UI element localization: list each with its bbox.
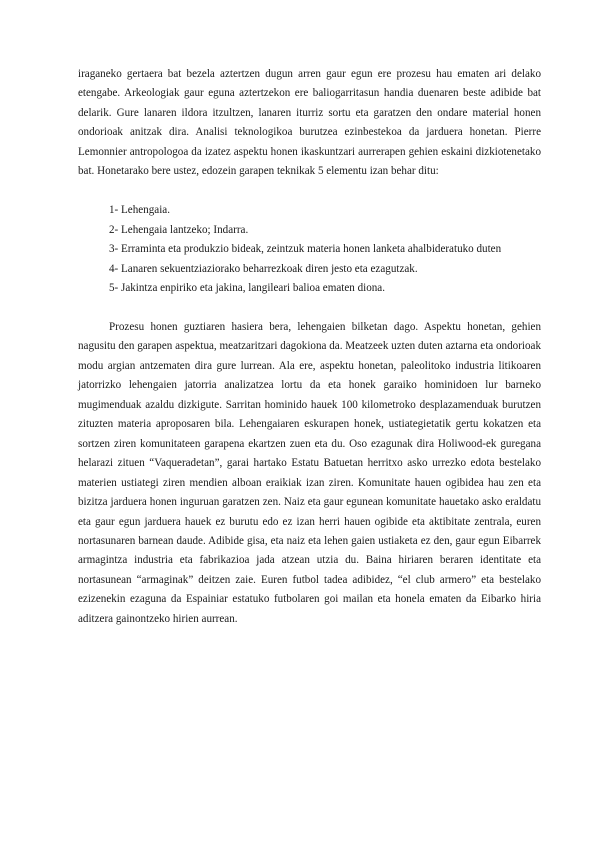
paragraph-2: Prozesu honen guztiaren hasiera bera, lehengaien bilketan dago. Aspektu honetan, gehien nagusitu den garapen aspektua, meatzaritzari dagokiona da. Meatzeek uzten duten aztarna eta ondorioak modu argian antzematen dira gure lurrean. Ala ere, aspektu honetan, paleolitoko industria litikoaren jatorrizko lehengaien jatorria analizatzea lortu da eta honek garaiko hominidoen lur barneko mugimenduak azaldu dizkigute. Sarritan hominido hauek 100 kilometroko desplazamenduak burutzen zituzten materia aproposaren bila. Lehengaiaren eskurapen honek, ustiategietatik gertu kokatzen eta sortzen ziren komunitateen garapena ekartzen zuen eta du. Oso ezagunak dira Holiwood-ek guregana helarazi zituen “Vaqueradetan”, garai hartako Estatu Batuetan herritxo asko urrezko edota bestelako materien ustiategi ziren mendien alboan eraikiak izan ziren. Komunitate hauen ogibidea hau zen eta bizitza jarduera honen inguruan garatzen zen. Naiz eta gaur egunean komunitate hauetako asko eraldatu eta gaur egun jarduera hauek ez burutu edo ez izan herri hauen ogibide eta aktibitate zentrala, euren nortasunaren barnean daude. Adibide gisa, eta naiz eta lehen gaien ustiaketa ez den, gaur egun Eibarrek armagintza industria eta fabrikazioa jada atzean utzia du. Baina hiriaren beraren identitate eta nortasunean “armaginak” deitzen zaie. Euren futbol tadea adibidez, “el club armero” eta bestelako ezizenekin ezaguna da Espainiar estatuko futbolaren goi mailan eta honela ematen da Eibarko hiria aditzera gainontzeko hirien aurrean. bbox=[78, 320, 541, 625]
list-item: 4- Lanaren sekuentziaziorako beharrezkoak diren jesto eta ezagutzak. bbox=[109, 262, 418, 275]
list-item: 3- Erraminta eta produkzio bideak, zeintzuk materia honen lanketa ahalbideratuko duten bbox=[109, 243, 502, 256]
element-list bbox=[78, 201, 541, 298]
list-item: 5- Jakintza enpiriko eta jakina, langileari balioa ematen diona. bbox=[109, 282, 386, 295]
document-body bbox=[78, 65, 541, 629]
paragraph-1: iraganeko gertaera bat bezela aztertzen dugun arren gaur egun ere prozesu hau ematen ari delako etengabe. Arkeologiak gaur eguna aztertzekon ere baliogarritasun handia duenaren beste adibide bat delarik. Gure lanaren ildora itzultzen, lanaren iturriz sortu eta garatzen den ondare material honen ondorioak anitzak dira. Analisi teknologikoa burutzea ezinbestekoa da jarduera honetan. Pierre Lemonnier antropologoa da izatez aspektu honen ikaskuntzari aurrerapen gehien eskaini dizkiotenetako bat. Honetarako bere ustez, edozein garapen teknikak 5 elementu izan behar ditu: bbox=[78, 68, 541, 178]
list-item: 2- Lehengaia lantzeko; Indarra. bbox=[109, 223, 249, 236]
list-item: 1- Lehengaia. bbox=[109, 204, 170, 217]
